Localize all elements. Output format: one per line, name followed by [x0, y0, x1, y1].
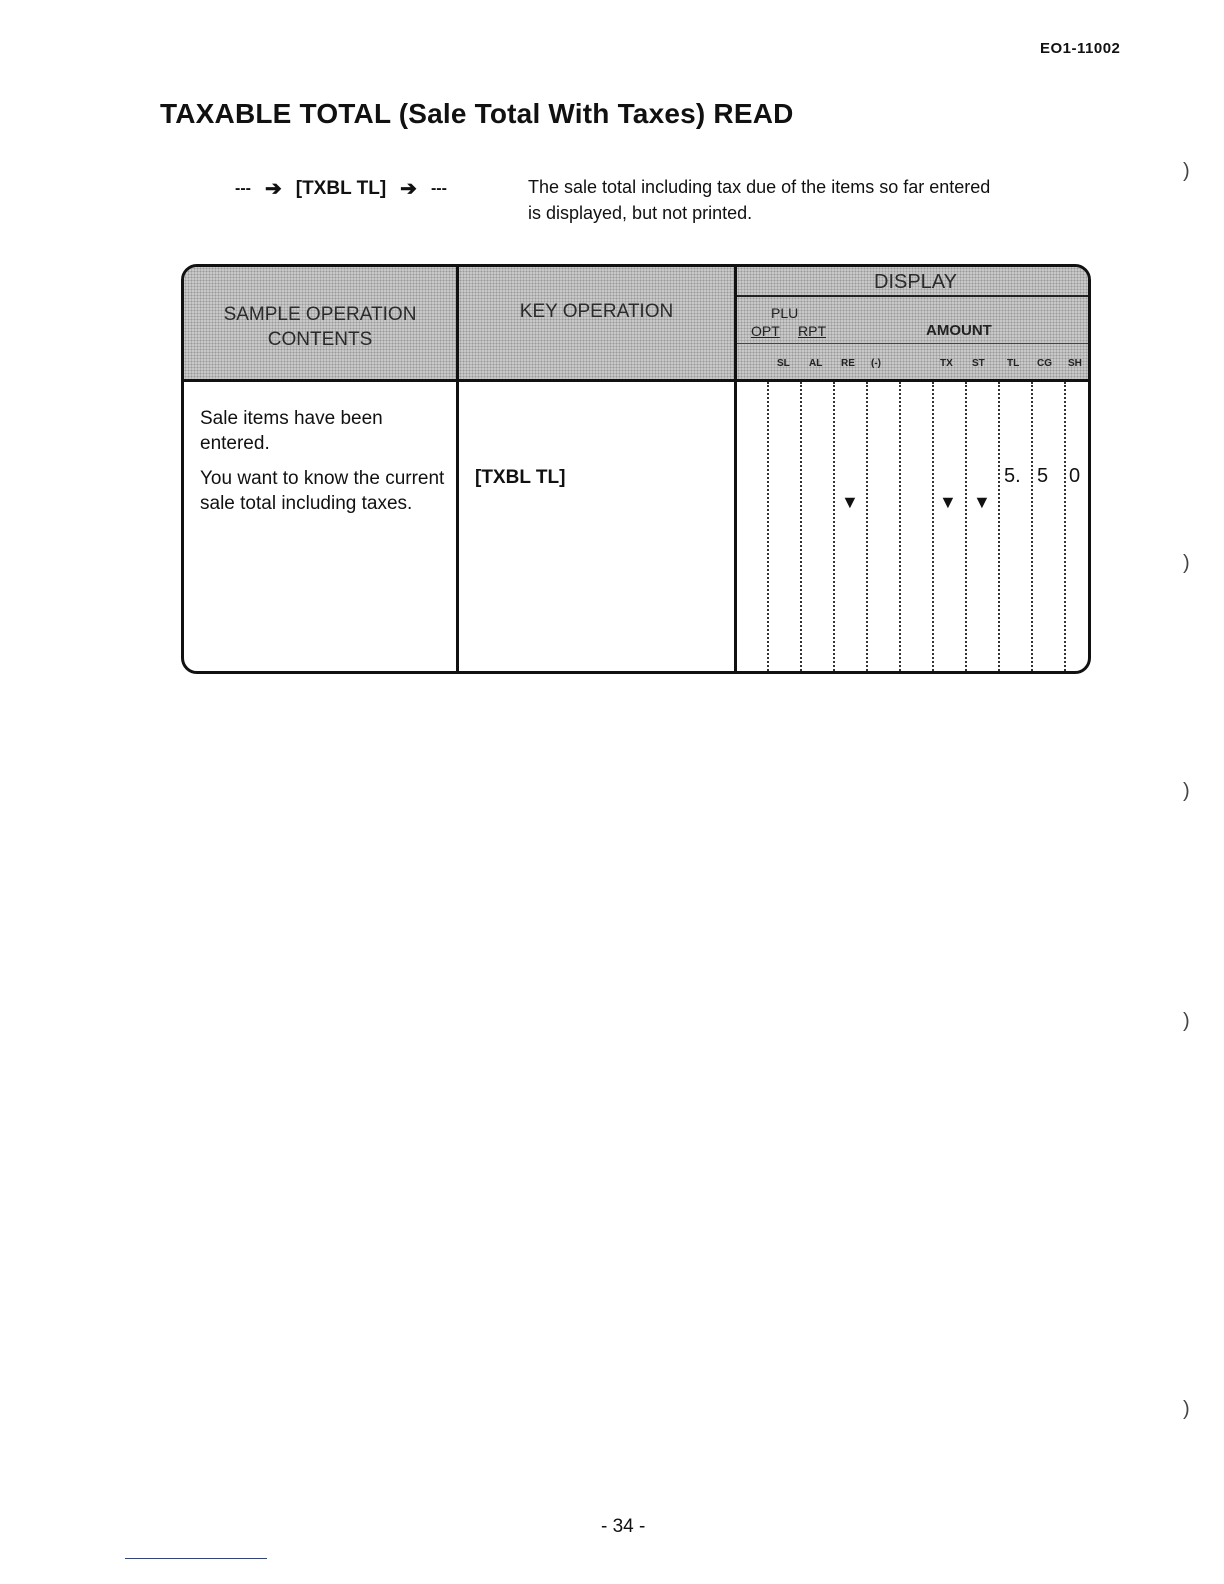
footer-rule — [125, 1558, 267, 1559]
display-column-line — [1064, 382, 1066, 671]
flow-description — [528, 174, 1088, 226]
flow-lead: --- — [235, 179, 251, 197]
header-sample-line: CONTENTS — [267, 329, 373, 350]
divider — [737, 295, 1091, 297]
margin-mark: ) — [1183, 1398, 1190, 1420]
display-column-line — [932, 382, 934, 671]
page-number: - 34 - — [601, 1516, 646, 1537]
key-operation-cell — [459, 382, 737, 671]
amount-label: AMOUNT — [926, 322, 992, 339]
re-marker-icon: ▼ — [841, 492, 859, 512]
indicator-re: RE — [841, 358, 855, 369]
flow-key: [TXBL TL] — [295, 177, 387, 199]
document-id: EO1-11002 — [1040, 40, 1121, 57]
display-digit: 0 — [1069, 465, 1081, 487]
flow-trail: --- — [430, 179, 447, 197]
indicator-al: AL — [809, 358, 823, 369]
margin-mark: ) — [1183, 160, 1190, 182]
margin-mark: ) — [1183, 780, 1190, 802]
page-title: TAXABLE TOTAL (Sale Total With Taxes) READ — [160, 98, 794, 129]
divider — [737, 343, 1091, 344]
display-column-line — [998, 382, 1000, 671]
rpt-label: RPT — [798, 323, 826, 339]
display-column-line — [767, 382, 769, 671]
display-column-line — [899, 382, 901, 671]
plu-label: PLU — [771, 305, 799, 321]
margin-mark: ) — [1183, 552, 1190, 574]
description-line: is displayed, but not printed. — [528, 203, 753, 223]
contents-text: You want to know the current sale total including taxes. — [200, 468, 445, 514]
tx-marker-icon: ▼ — [939, 492, 957, 512]
contents-text: Sale items have been entered. — [200, 408, 383, 454]
margin-mark: ) — [1183, 1010, 1190, 1032]
indicator-cg: CG — [1037, 358, 1052, 369]
description-line: The sale total including tax due of the items so far entered — [528, 177, 991, 197]
display-column-line — [1031, 382, 1033, 671]
display-column-line — [800, 382, 802, 671]
display-cell — [737, 382, 1091, 671]
opt-label: OPT — [751, 323, 780, 339]
arrow-right-icon: ➔ — [264, 178, 282, 200]
operation-flow — [235, 176, 447, 201]
header-key-label: KEY OPERATION — [519, 301, 674, 322]
indicator-tl: TL — [1007, 358, 1020, 369]
header-key-operation — [459, 267, 737, 382]
header-sample-line: SAMPLE OPERATION — [223, 304, 417, 325]
display-digit: 5 — [1037, 465, 1049, 487]
indicator-st: ST — [972, 358, 985, 369]
header-sample-operation — [184, 267, 459, 382]
display-column-line — [833, 382, 835, 671]
display-column-line — [965, 382, 967, 671]
sample-contents-cell — [184, 382, 459, 671]
display-column-line — [866, 382, 868, 671]
indicator-sh: SH — [1068, 358, 1082, 369]
indicator-tx: TX — [940, 358, 953, 369]
operation-table — [181, 264, 1091, 674]
st-marker-icon: ▼ — [973, 492, 991, 512]
header-display — [737, 267, 1091, 382]
indicator-minus: (-) — [871, 358, 881, 369]
key-operation-text: [TXBL TL] — [475, 467, 566, 488]
header-display-label: DISPLAY — [874, 271, 957, 293]
indicator-sl: SL — [777, 358, 790, 369]
display-digit: 5. — [1004, 465, 1021, 487]
arrow-right-icon: ➔ — [400, 178, 417, 200]
